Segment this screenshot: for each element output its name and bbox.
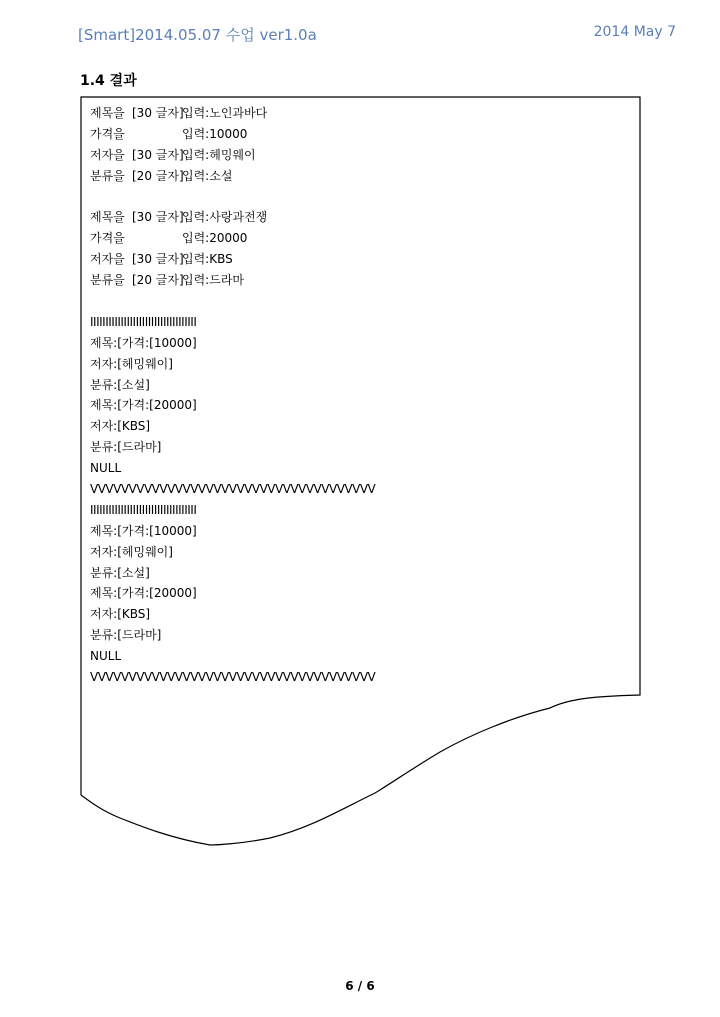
header-title: [Smart]2014.05.07 수업 ver1.0a — [78, 26, 317, 44]
header-date: 2014 May 7 — [593, 24, 676, 40]
output-line: 제목:[가격:[20000] — [90, 586, 197, 601]
output-line: 제목:[가격:[10000] — [90, 335, 197, 350]
output-line: 저자:[헤밍웨이] — [90, 356, 173, 371]
blank-line — [90, 291, 375, 312]
input-line: 가격을 입력:20000 — [90, 231, 248, 246]
output-line: VVVVVVVVVVVVVVVVVVVVVVVVVVVVVVVVVVVVV — [90, 482, 376, 497]
page-number: 6 / 6 — [345, 979, 375, 993]
input-line: 분류을 [20 글자]입력:소설 — [90, 168, 233, 183]
output-line: IIIIIIIIIIIIIIIIIIIIIIIIIIIIIIIIIII — [90, 502, 197, 517]
output-line: IIIIIIIIIIIIIIIIIIIIIIIIIIIIIIIIIII — [90, 314, 197, 329]
output-line: 분류:[드라마] — [90, 440, 162, 455]
input-line: 저자을 [30 글자]입력:헤밍웨이 — [90, 147, 256, 162]
output-line: NULL — [90, 461, 122, 476]
input-line: 분류을 [20 글자]입력:드라마 — [90, 273, 245, 288]
output-line: 저자:[KBS] — [90, 607, 151, 622]
output-line: NULL — [90, 649, 122, 664]
output-line: VVVVVVVVVVVVVVVVVVVVVVVVVVVVVVVVVVVVV — [90, 670, 376, 685]
section-title: 1.4 결과 — [80, 73, 137, 89]
output-line: 저자:[헤밍웨이] — [90, 544, 173, 559]
output-line: 저자:[KBS] — [90, 419, 151, 434]
output-line: 제목:[가격:[20000] — [90, 398, 197, 413]
input-line: 저자을 [30 글자]입력:KBS — [90, 252, 233, 267]
input-line: 제목을 [30 글자]입력:노인과바다 — [90, 106, 268, 120]
blank-line — [90, 187, 375, 208]
console-output — [90, 103, 375, 688]
input-line: 제목을 [30 글자]입력:사랑과전쟁 — [90, 210, 268, 225]
output-line: 제목:[가격:[10000] — [90, 523, 197, 538]
input-line: 가격을 입력:10000 — [90, 126, 248, 141]
output-line: 분류:[드라마] — [90, 628, 162, 643]
output-line: 분류:[소설] — [90, 377, 150, 392]
output-line: 분류:[소설] — [90, 565, 150, 580]
